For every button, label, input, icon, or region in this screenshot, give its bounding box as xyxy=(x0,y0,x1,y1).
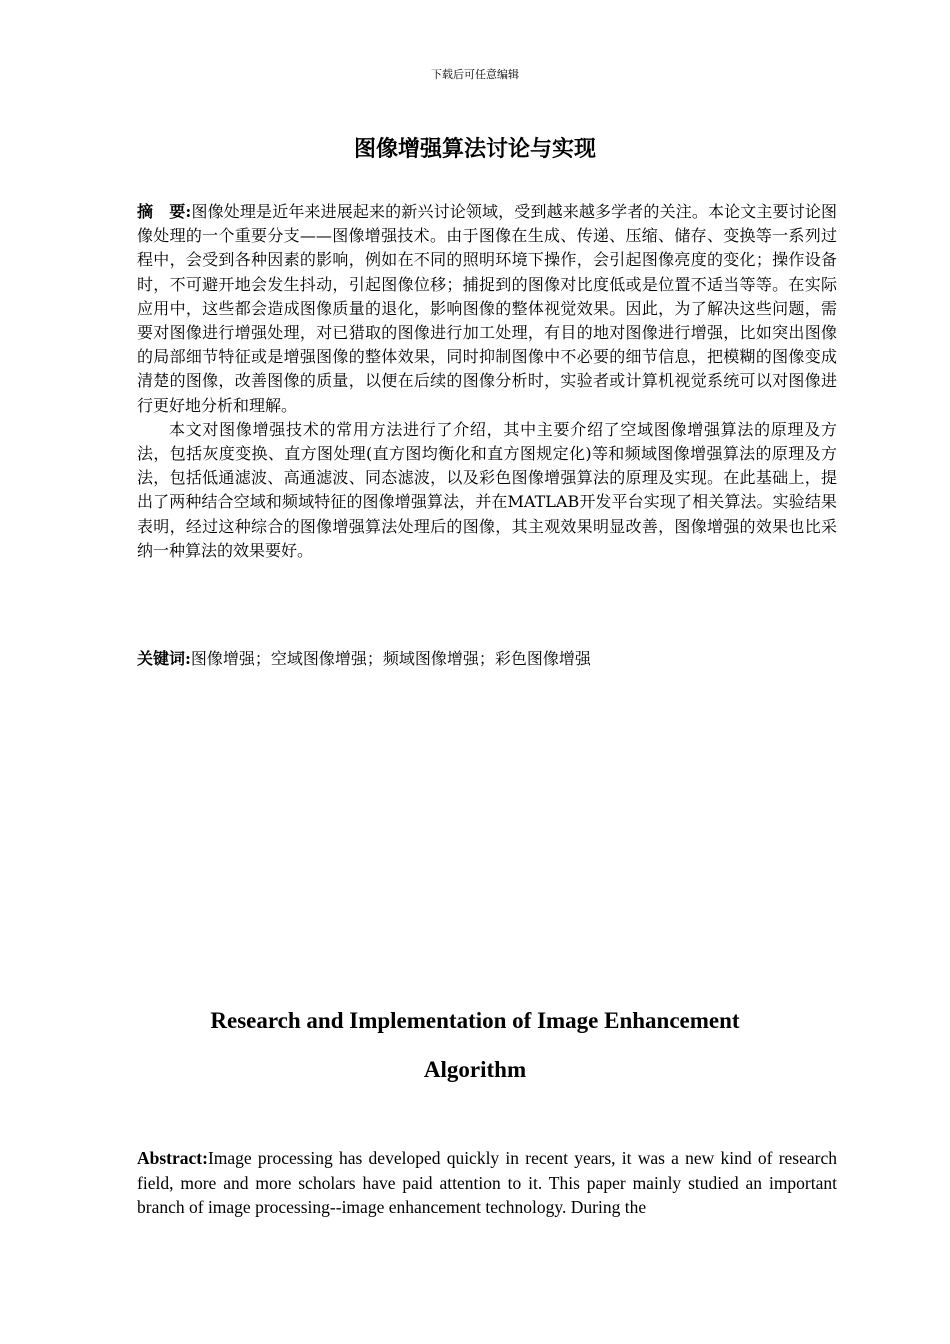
english-title-line-2: Algorithm xyxy=(423,1057,527,1082)
chinese-abstract-label: 摘 要: xyxy=(137,202,192,221)
english-abstract-text: Image processing has developed quickly in recent years, it was a new kind of research field, more and more scholars have paid attention to it. This paper mainly studied an important branch of image processing--image enhancement technology. During the xyxy=(137,1148,837,1218)
chinese-abstract xyxy=(137,200,837,563)
chinese-abstract-paragraph-2: 本文对图像增强技术的常用方法进行了介绍，其中主要介绍了空域图像增强算法的原理及方法，包括灰度变换、直方图处理(直方图均衡化和直方图规定化)等和频域图像增强算法的原理及方法，包括低通滤波、高通滤波、同态滤波，以及彩色图像增强算法的原理及实现。在此基础上，提出了两种结合空域和频域特征的图像增强算法，并在MATLAB开发平台实现了相关算法。实验结果表明，经过这种综合的图像增强算法处理后的图像，其主观效果明显改善，图像增强的效果也比采纳一种算法的效果要好。 xyxy=(137,419,837,560)
english-abstract xyxy=(137,1146,837,1220)
header-note: 下载后可任意编辑 xyxy=(431,68,519,81)
chinese-keywords-text: 图像增强；空域图像增强；频域图像增强；彩色图像增强 xyxy=(190,649,591,668)
english-abstract-label: Abstract: xyxy=(137,1148,208,1168)
chinese-title: 图像增强算法讨论与实现 xyxy=(353,136,596,162)
chinese-keywords-label: 关键词: xyxy=(137,649,191,668)
chinese-abstract-paragraph-1 xyxy=(137,200,837,418)
chinese-keywords xyxy=(137,647,837,671)
english-title-line-1: Research and Implementation of Image Enhancement xyxy=(210,1008,740,1033)
chinese-abstract-text-1: 图像处理是近年来进展起来的新兴讨论领域，受到越来越多学者的关注。本论文主要讨论图像处理的一个重要分支——图像增强技术。由于图像在生成、传递、压缩、储存、变换等一系列过程中，会受到各种因素的影响，例如在不同的照明环境下操作，会引起图像亮度的变化；操作设备时，不可避开地会发生抖动，引起图像位移；捕捉到的图像对比度低或是位置不适当等等。在实际应用中，这些都会造成图像质量的退化，影响图像的整体视觉效果。因此，为了解决这些问题，需要对图像进行增强处理，对已猎取的图像进行加工处理，有目的地对图像进行增强，比如突出图像的局部细节特征或是增强图像的整体效果，同时抑制图像中不必要的细节信息，把模糊的图像变成清楚的图像，改善图像的质量，以便在后续的图像分析时，实验者或计算机视觉系统可以对图像进行更好地分析和理解。 xyxy=(137,202,837,415)
